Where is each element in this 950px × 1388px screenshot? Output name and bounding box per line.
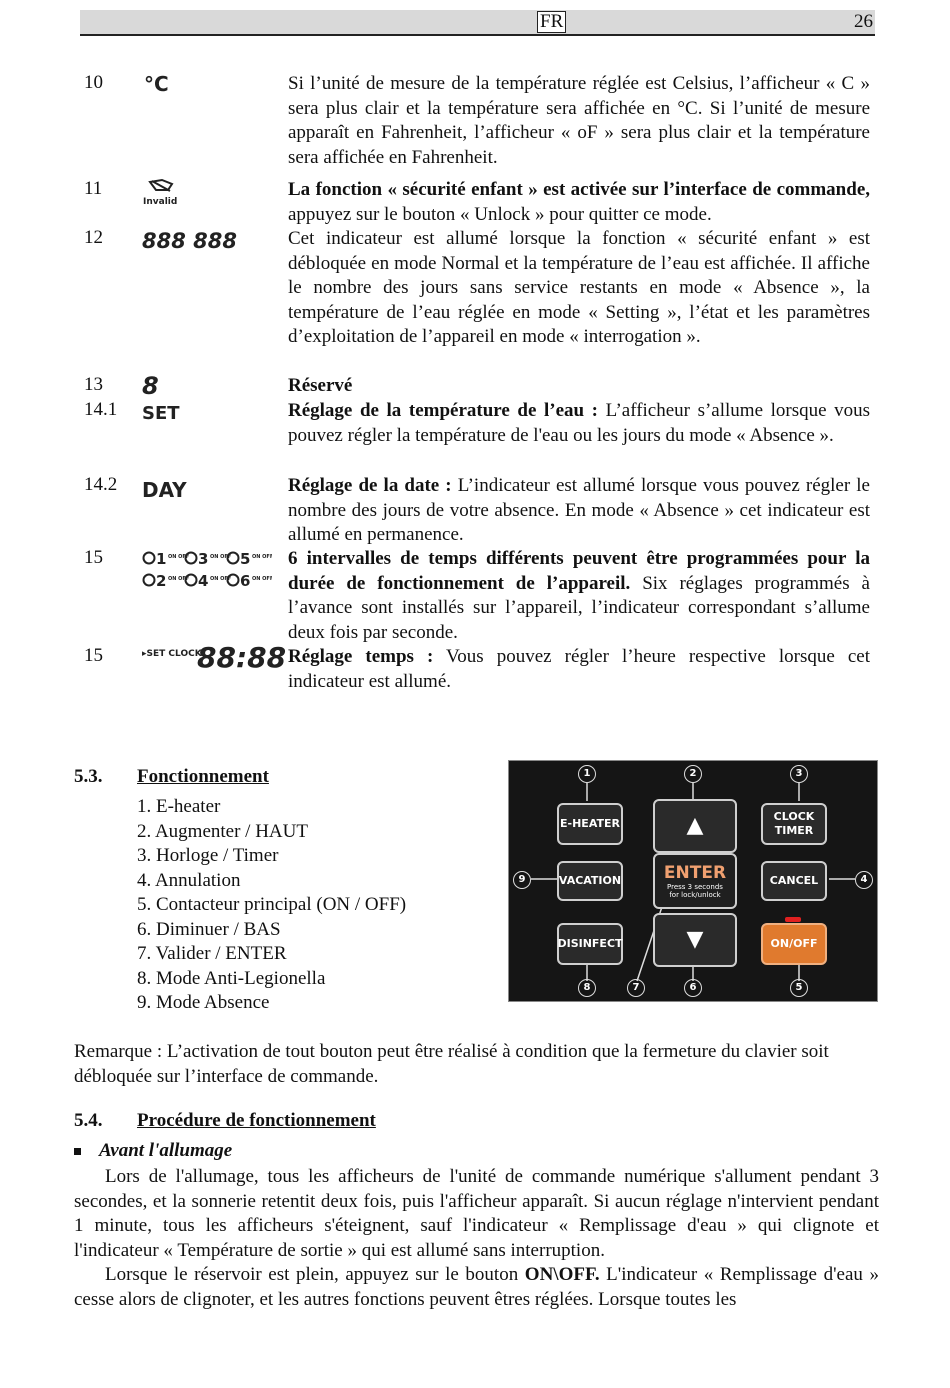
svg-text:Invalid: Invalid xyxy=(143,197,178,206)
enter-button: ENTER Press 3 seconds for lock/unlock xyxy=(653,853,737,909)
cancel-button: CANCEL xyxy=(761,861,827,901)
indicator-row-14-1 xyxy=(84,399,870,474)
indicator-row-12 xyxy=(84,227,870,375)
svg-text:ON OFF: ON OFF xyxy=(168,554,190,560)
remark-paragraph: Remarque : L’activation de tout bouton peut être réalisé à condition que la fermeture du clavier soit débloquée sur l’interface de commande. xyxy=(74,1041,829,1087)
timer-grid-icon xyxy=(142,547,272,591)
e-heater-button: E-HEATER xyxy=(557,803,623,845)
paragraph-2: Lorsque le réservoir est plein, appuyez sur le bouton ON\OFF. L'indicateur « Remplissage d'eau » cesse alors de clignoter, et les autres fonctions peuvent êtres réglées. Lorsque toutes les xyxy=(74,1264,879,1310)
list-item: 9. Mode Absence xyxy=(137,992,270,1013)
row-number: 15 xyxy=(84,547,103,568)
row-description: Cet indicateur est allumé lorsque la fonction « sécurité enfant » est débloquée en mode Normal et la température de l’eau est affichée. Il affiche le nombre des jours sans service restants en mode « Absence », la température de l’eau réglée en mode « Setting », l’état et les paramètres d’exploitation de l’appareil en mode « interrogation ». xyxy=(288,228,870,347)
indicator-row-11 xyxy=(84,178,870,228)
svg-text:ON OFF: ON OFF xyxy=(252,554,272,560)
svg-text:ON OFF: ON OFF xyxy=(168,576,190,582)
set-icon: SET xyxy=(142,403,180,424)
svg-text:ON OFF: ON OFF xyxy=(210,554,232,560)
on-off-button: ON/OFF xyxy=(761,923,827,965)
svg-text:5: 5 xyxy=(240,550,251,568)
control-panel-image xyxy=(508,760,878,1002)
list-item: 2. Augmenter / HAUT xyxy=(137,820,308,842)
callout-4: 4 xyxy=(855,871,873,889)
list-item: 4. Annulation xyxy=(137,869,241,891)
row-number: 13 xyxy=(84,374,103,395)
power-led xyxy=(785,917,801,922)
list-item: 6. Diminuer / BAS xyxy=(137,918,281,940)
language-label: FR xyxy=(537,11,566,33)
row-number: 14.2 xyxy=(84,474,118,495)
callout-7: 7 xyxy=(627,979,645,997)
list-item: 7. Valider / ENTER xyxy=(137,943,287,964)
svg-text:6: 6 xyxy=(240,572,251,590)
list-item: 5. Contacteur principal (ON / OFF) xyxy=(137,894,407,915)
callout-1: 1 xyxy=(578,765,596,783)
set-clock-label: ▸SET CLOCK xyxy=(142,649,202,659)
day-icon: DAY xyxy=(142,478,187,502)
child-lock-invalid-icon xyxy=(142,178,182,211)
row-number: 12 xyxy=(84,227,103,248)
indicator-row-10 xyxy=(84,72,870,172)
row-number: 14.1 xyxy=(84,399,118,420)
row-description: Réglage de la date : L’indicateur est allumé lorsque vous pouvez régler le nombre des jours de votre absence. En mode « Absence » cet indicateur est allumé en permanence. xyxy=(288,475,870,545)
svg-text:3: 3 xyxy=(198,550,209,568)
callout-5: 5 xyxy=(790,979,808,997)
disinfect-button: DISINFECT xyxy=(557,923,623,965)
button-list xyxy=(137,795,406,1016)
set-clock-icon: 88:88 xyxy=(197,641,287,674)
celsius-icon: °C xyxy=(144,72,169,96)
callout-3: 3 xyxy=(790,765,808,783)
paragraph-1: Lors de l'allumage, tous les afficheurs de l'unité de commande numérique s'allument pendant 3 secondes, et la sonnerie retentit deux fois, puis l'afficheur apparaît. Si aucun réglage n'intervient pendant 1 minute, tous les afficheurs s'éteignent, sauf l'indicateur « Remplissage d'eau » qui clignote et l'indicateur « Température de sortie » qui est allumé sans interruption. xyxy=(74,1166,879,1261)
list-item: 3. Horloge / Timer xyxy=(137,845,279,866)
svg-text:ON OFF: ON OFF xyxy=(252,576,272,582)
indicator-row-15-timers xyxy=(84,547,870,647)
page-header xyxy=(80,10,875,36)
row-description: Réglage temps : Vous pouvez régler l’heure respective lorsque cet indicateur est allumé. xyxy=(288,646,870,692)
up-button: ▲ xyxy=(653,799,737,853)
svg-text:2: 2 xyxy=(156,572,167,590)
callout-2: 2 xyxy=(684,765,702,783)
callout-6: 6 xyxy=(684,979,702,997)
indicator-row-13 xyxy=(84,374,870,399)
row-description: La fonction « sécurité enfant » est activée sur l’interface de commande, appuyez sur le bouton « Unlock » pour quitter ce mode. xyxy=(288,179,870,225)
clock-timer-button: CLOCK TIMER xyxy=(761,803,827,845)
segment-display-icon: 888 888 xyxy=(142,229,237,253)
row-description: Réglage de la température de l’eau : L’afficheur s’allume lorsque vous pouvez régler la température de l'eau ou les jours du mode « Absence ». xyxy=(288,400,871,446)
row-description: Si l’unité de mesure de la température réglée est Celsius, l’afficheur « C » sera plus clair et la température sera affichée en °C. Si l’unité de mesure apparaît en Fahrenheit, l’afficheur « oF » sera plus clair et la température sera affichée en Fahrenheit. xyxy=(288,73,870,168)
vacation-button: VACATION xyxy=(557,861,623,901)
hand-icon xyxy=(142,178,182,206)
list-item: 1. E-heater xyxy=(137,796,221,817)
timer-intervals-icon xyxy=(142,547,272,596)
indicator-row-15-clock xyxy=(84,641,870,695)
row-number: 11 xyxy=(84,178,103,199)
svg-text:1: 1 xyxy=(156,550,167,568)
page-number: 26 xyxy=(854,11,873,32)
svg-text:ON OFF: ON OFF xyxy=(210,576,232,582)
callout-9: 9 xyxy=(513,871,531,889)
list-item: 8. Mode Anti-Legionella xyxy=(137,967,326,989)
indicator-row-14-2 xyxy=(84,474,870,549)
row-description: Réservé xyxy=(288,375,353,396)
callout-8: 8 xyxy=(578,979,596,997)
bullet-heading: Avant l'allumage xyxy=(74,1140,232,1162)
bullet-square-icon xyxy=(74,1148,81,1155)
single-digit-icon: 8 xyxy=(142,372,159,400)
row-number: 10 xyxy=(84,72,103,93)
svg-text:4: 4 xyxy=(198,572,209,590)
row-description: 6 intervalles de temps différents peuvent être programmées pour la durée de fonctionnement de l’appareil. Six réglages programmés à l’avance sont installés sur l’appareil, l’indicateur correspondant s’allume deux fois par seconde. xyxy=(288,548,870,643)
down-button: ▼ xyxy=(653,913,737,967)
row-number: 15 xyxy=(84,645,103,666)
